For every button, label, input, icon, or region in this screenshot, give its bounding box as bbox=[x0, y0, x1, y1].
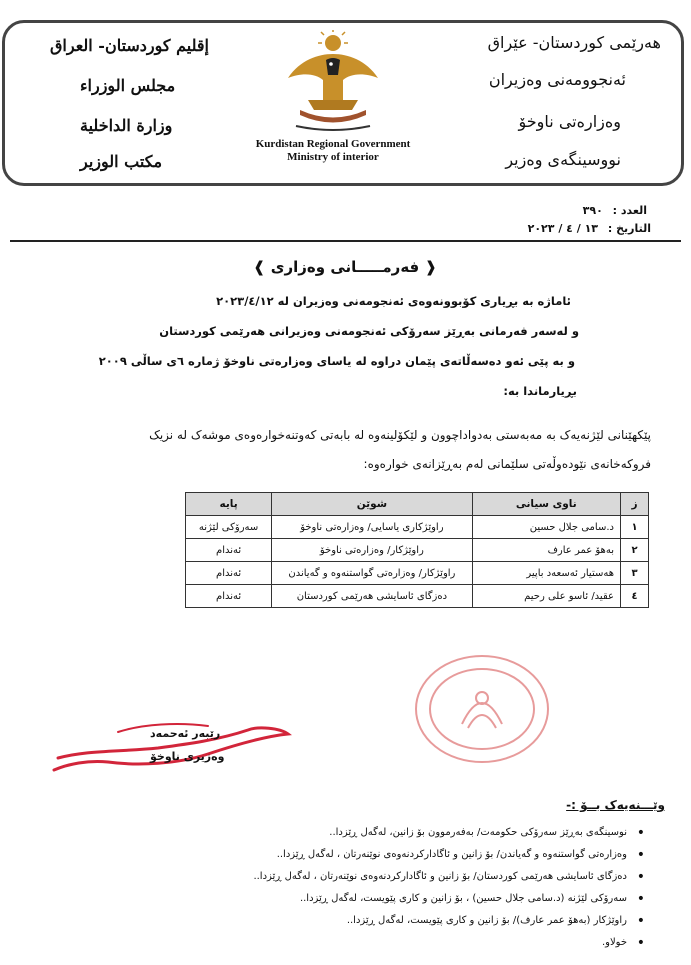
table-row bbox=[186, 585, 649, 608]
member-department: راوێژکاری یاسایی/ وەزارەتی ناوخۆ bbox=[272, 516, 472, 539]
ministry-name-en: Ministry of interior bbox=[287, 151, 379, 163]
date-label: التاريخ : bbox=[607, 222, 651, 235]
member-name: هەستیار ئەسعەد باپیر bbox=[472, 562, 620, 585]
header-kurdish-line-1: هەرێمی کوردستان- عێراق bbox=[487, 33, 661, 52]
row-number: ٢ bbox=[620, 539, 648, 562]
col-header-role: پایە bbox=[186, 493, 272, 516]
gov-name-en: Kurdistan Regional Government bbox=[255, 138, 411, 150]
preamble-line-3: و بە پێی ئەو دەسەڵاتەی پێمان دراوە لە یاسای وەزارەتی ناوخۆ ژمارە ٦ی ساڵی ٢٠٠٩ bbox=[98, 354, 575, 368]
cc-list bbox=[120, 822, 645, 954]
body-line-1: پێکهێنانی لێژنەیەک بە مەبەستی بەدواداچوون و لێکۆلینەوە لە بابەتی کەوتنەخوارەوەی موشەک لە نزیک bbox=[149, 428, 651, 442]
header-arabic-line-4: مكتب الوزير bbox=[80, 152, 163, 171]
col-header-name: ناوی سیانی bbox=[472, 493, 620, 516]
list-item: • سەرۆکی لێژنە (د.سامی جلال حسین) ، بۆ زانین و کاری پێویست، لەگەل ڕێزدا.. bbox=[120, 888, 645, 910]
table-row bbox=[186, 516, 649, 539]
member-name: عقید/ ئاسو علی رحیم bbox=[472, 585, 620, 608]
body-line-2: فروکەخانەی نێودەوڵەتی سلێمانی لەم بەڕێزانەی خوارەوە: bbox=[363, 457, 651, 471]
member-role: ئەندام bbox=[186, 562, 272, 585]
table-row bbox=[186, 562, 649, 585]
signature-scribble-icon bbox=[48, 710, 298, 780]
member-name: د.سامی جلال حسین bbox=[472, 516, 620, 539]
member-department: راوێژکار/ وەزارەتی گواستنەوە و گەیاندن bbox=[272, 562, 472, 585]
col-header-department: شوێن bbox=[272, 493, 472, 516]
official-stamp-icon bbox=[412, 652, 552, 767]
header-arabic-line-3: وزارة الداخلية bbox=[80, 116, 173, 135]
date-value: ١٣ / ٤ / ٢٠٢٣ bbox=[527, 222, 599, 235]
government-name-english bbox=[240, 138, 426, 164]
header-kurdish-line-3: وەزارەتی ناوخۆ bbox=[518, 112, 621, 131]
table-row bbox=[186, 539, 649, 562]
preamble-line-4: بڕیارماندا بە: bbox=[503, 384, 577, 398]
member-role: ئەندام bbox=[186, 539, 272, 562]
member-role: ئەندام bbox=[186, 585, 272, 608]
member-department: راوێژکار/ وەزارەتی ناوخۆ bbox=[272, 539, 472, 562]
preamble-line-2: و لەسەر فەرمانی بەڕێز سەرۆکی ئەنجومەنی وەزیرانی هەرێمی کوردستان bbox=[159, 324, 579, 338]
header-divider bbox=[10, 240, 681, 242]
list-item: • خولاو. bbox=[120, 932, 645, 954]
signatory-title: وەزیری ناوخۆ bbox=[150, 750, 225, 763]
letter-date bbox=[528, 222, 651, 235]
signatory-name: رێبەر ئەحمەد bbox=[150, 727, 221, 740]
col-header-number: ز bbox=[620, 493, 648, 516]
header-kurdish-line-2: ئەنجوومەنی وەزیران bbox=[488, 70, 626, 89]
number-label: العدد : bbox=[612, 204, 647, 217]
cc-heading: وێـــنەیەک بــۆ :- bbox=[566, 798, 665, 812]
row-number: ٣ bbox=[620, 562, 648, 585]
row-number: ١ bbox=[620, 516, 648, 539]
row-number: ٤ bbox=[620, 585, 648, 608]
list-item: • راوێژکار (بەهۆ عمر عارف)/ بۆ زانین و کاری پێویست، لەگەل ڕێزدا.. bbox=[120, 910, 645, 932]
member-role: سەرۆکی لێژنە bbox=[186, 516, 272, 539]
krg-emblem-icon bbox=[278, 30, 388, 135]
header-arabic-line-2: مجلس الوزراء bbox=[80, 76, 176, 95]
member-department: دەزگای ئاسایشی هەرێمی کوردستان bbox=[272, 585, 472, 608]
member-name: بەهۆ عمر عارف bbox=[472, 539, 620, 562]
header-arabic-line-1: إقليم كوردستان- العراق bbox=[50, 36, 209, 55]
header-kurdish-line-4: نووسینگەی وەزیر bbox=[505, 150, 621, 169]
letter-number bbox=[583, 204, 647, 217]
list-item: • وەزارەتی گواستنەوە و گەیاندن/ بۆ زانین و ئاگادارکردنەوەی نوێنەرتان ، لەگەل ڕێزدا.. bbox=[120, 844, 645, 866]
committee-table bbox=[185, 492, 649, 608]
order-title: ❰ فەرمـــــانی وەزاری ❱ bbox=[252, 258, 438, 276]
table-header-row bbox=[186, 493, 649, 516]
number-value: ٣٩٠ bbox=[582, 204, 603, 217]
list-item: • دەزگای ئاسایشی هەرێمی کوردستان/ بۆ زانین و ئاگادارکردنەوەی نوێنەرتان ، لەگەل ڕێزدا.. bbox=[120, 866, 645, 888]
preamble-line-1: ئاماژە بە بڕیاری کۆبوونەوەی ئەنجومەنی وەزیران لە ٢٠٢٣/٤/١٢ bbox=[216, 294, 571, 308]
list-item: • نوسینگەی بەڕێز سەرۆکی حکومەت/ بەفەرموون بۆ زانین، لەگەل ڕێزدا.. bbox=[120, 822, 645, 844]
